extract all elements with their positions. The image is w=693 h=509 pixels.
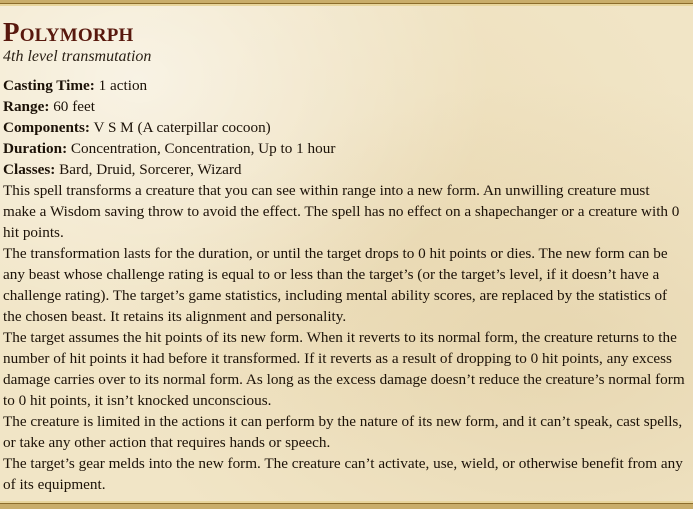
stat-label: Components: — [3, 119, 90, 136]
stat-value: Bard, Druid, Sorcerer, Wizard — [59, 161, 242, 178]
stat-range — [3, 96, 685, 117]
stat-label: Casting Time: — [3, 77, 95, 94]
stat-casting-time — [3, 75, 685, 96]
stat-label: Range: — [3, 98, 50, 115]
stat-label: Classes: — [3, 161, 56, 178]
spell-subtitle: 4th level transmutation — [3, 48, 152, 65]
stat-classes — [3, 159, 685, 180]
spell-stats — [3, 75, 685, 180]
spell-description — [3, 180, 685, 495]
description-paragraph: The target’s gear melds into the new form. The creature can’t activate, use, wield, or otherwise benefit from any of its equipment. — [3, 455, 683, 493]
stat-components — [3, 117, 685, 138]
description-paragraph: The transformation lasts for the duration, or until the target drops to 0 hit points or dies. The new form can be any beast whose challenge rating is equal to or less than the target’s (or the target’s level, if it doesn’t have a challenge rating). The target’s game statistics, including mental ability scores, are replaced by the statistics of the chosen beast. It retains its alignment and personality. — [3, 245, 668, 325]
spell-content — [3, 17, 685, 495]
stat-value: Concentration, Concentration, Up to 1 hour — [70, 140, 336, 157]
description-paragraph: The target assumes the hit points of its new form. When it reverts to its normal form, the creature returns to the number of hit points it had before it transformed. If it reverts as a result of dropping to 0 hit points, any excess damage carries over to its normal form. As long as the excess damage doesn’t reduce the creature’s normal form to 0 hit points, it isn’t knocked unconscious. — [3, 329, 685, 409]
stat-duration — [3, 138, 685, 159]
description-paragraph: This spell transforms a creature that you can see within range into a new form. An unwilling creature must make a Wisdom saving throw to avoid the effect. The spell has no effect on a shapechanger or a creature with 0 hit points. — [3, 182, 680, 241]
stat-value: V S M (A caterpillar cocoon) — [93, 119, 271, 136]
stat-value: 1 action — [98, 77, 148, 94]
description-paragraph: The creature is limited in the actions it can perform by the nature of its new form, and it can’t speak, cast spells, or take any other action that requires hands or speech. — [3, 413, 683, 451]
stat-value: 60 feet — [53, 98, 95, 115]
stat-label: Duration: — [3, 140, 68, 157]
spell-title: Polymorph — [3, 17, 134, 47]
